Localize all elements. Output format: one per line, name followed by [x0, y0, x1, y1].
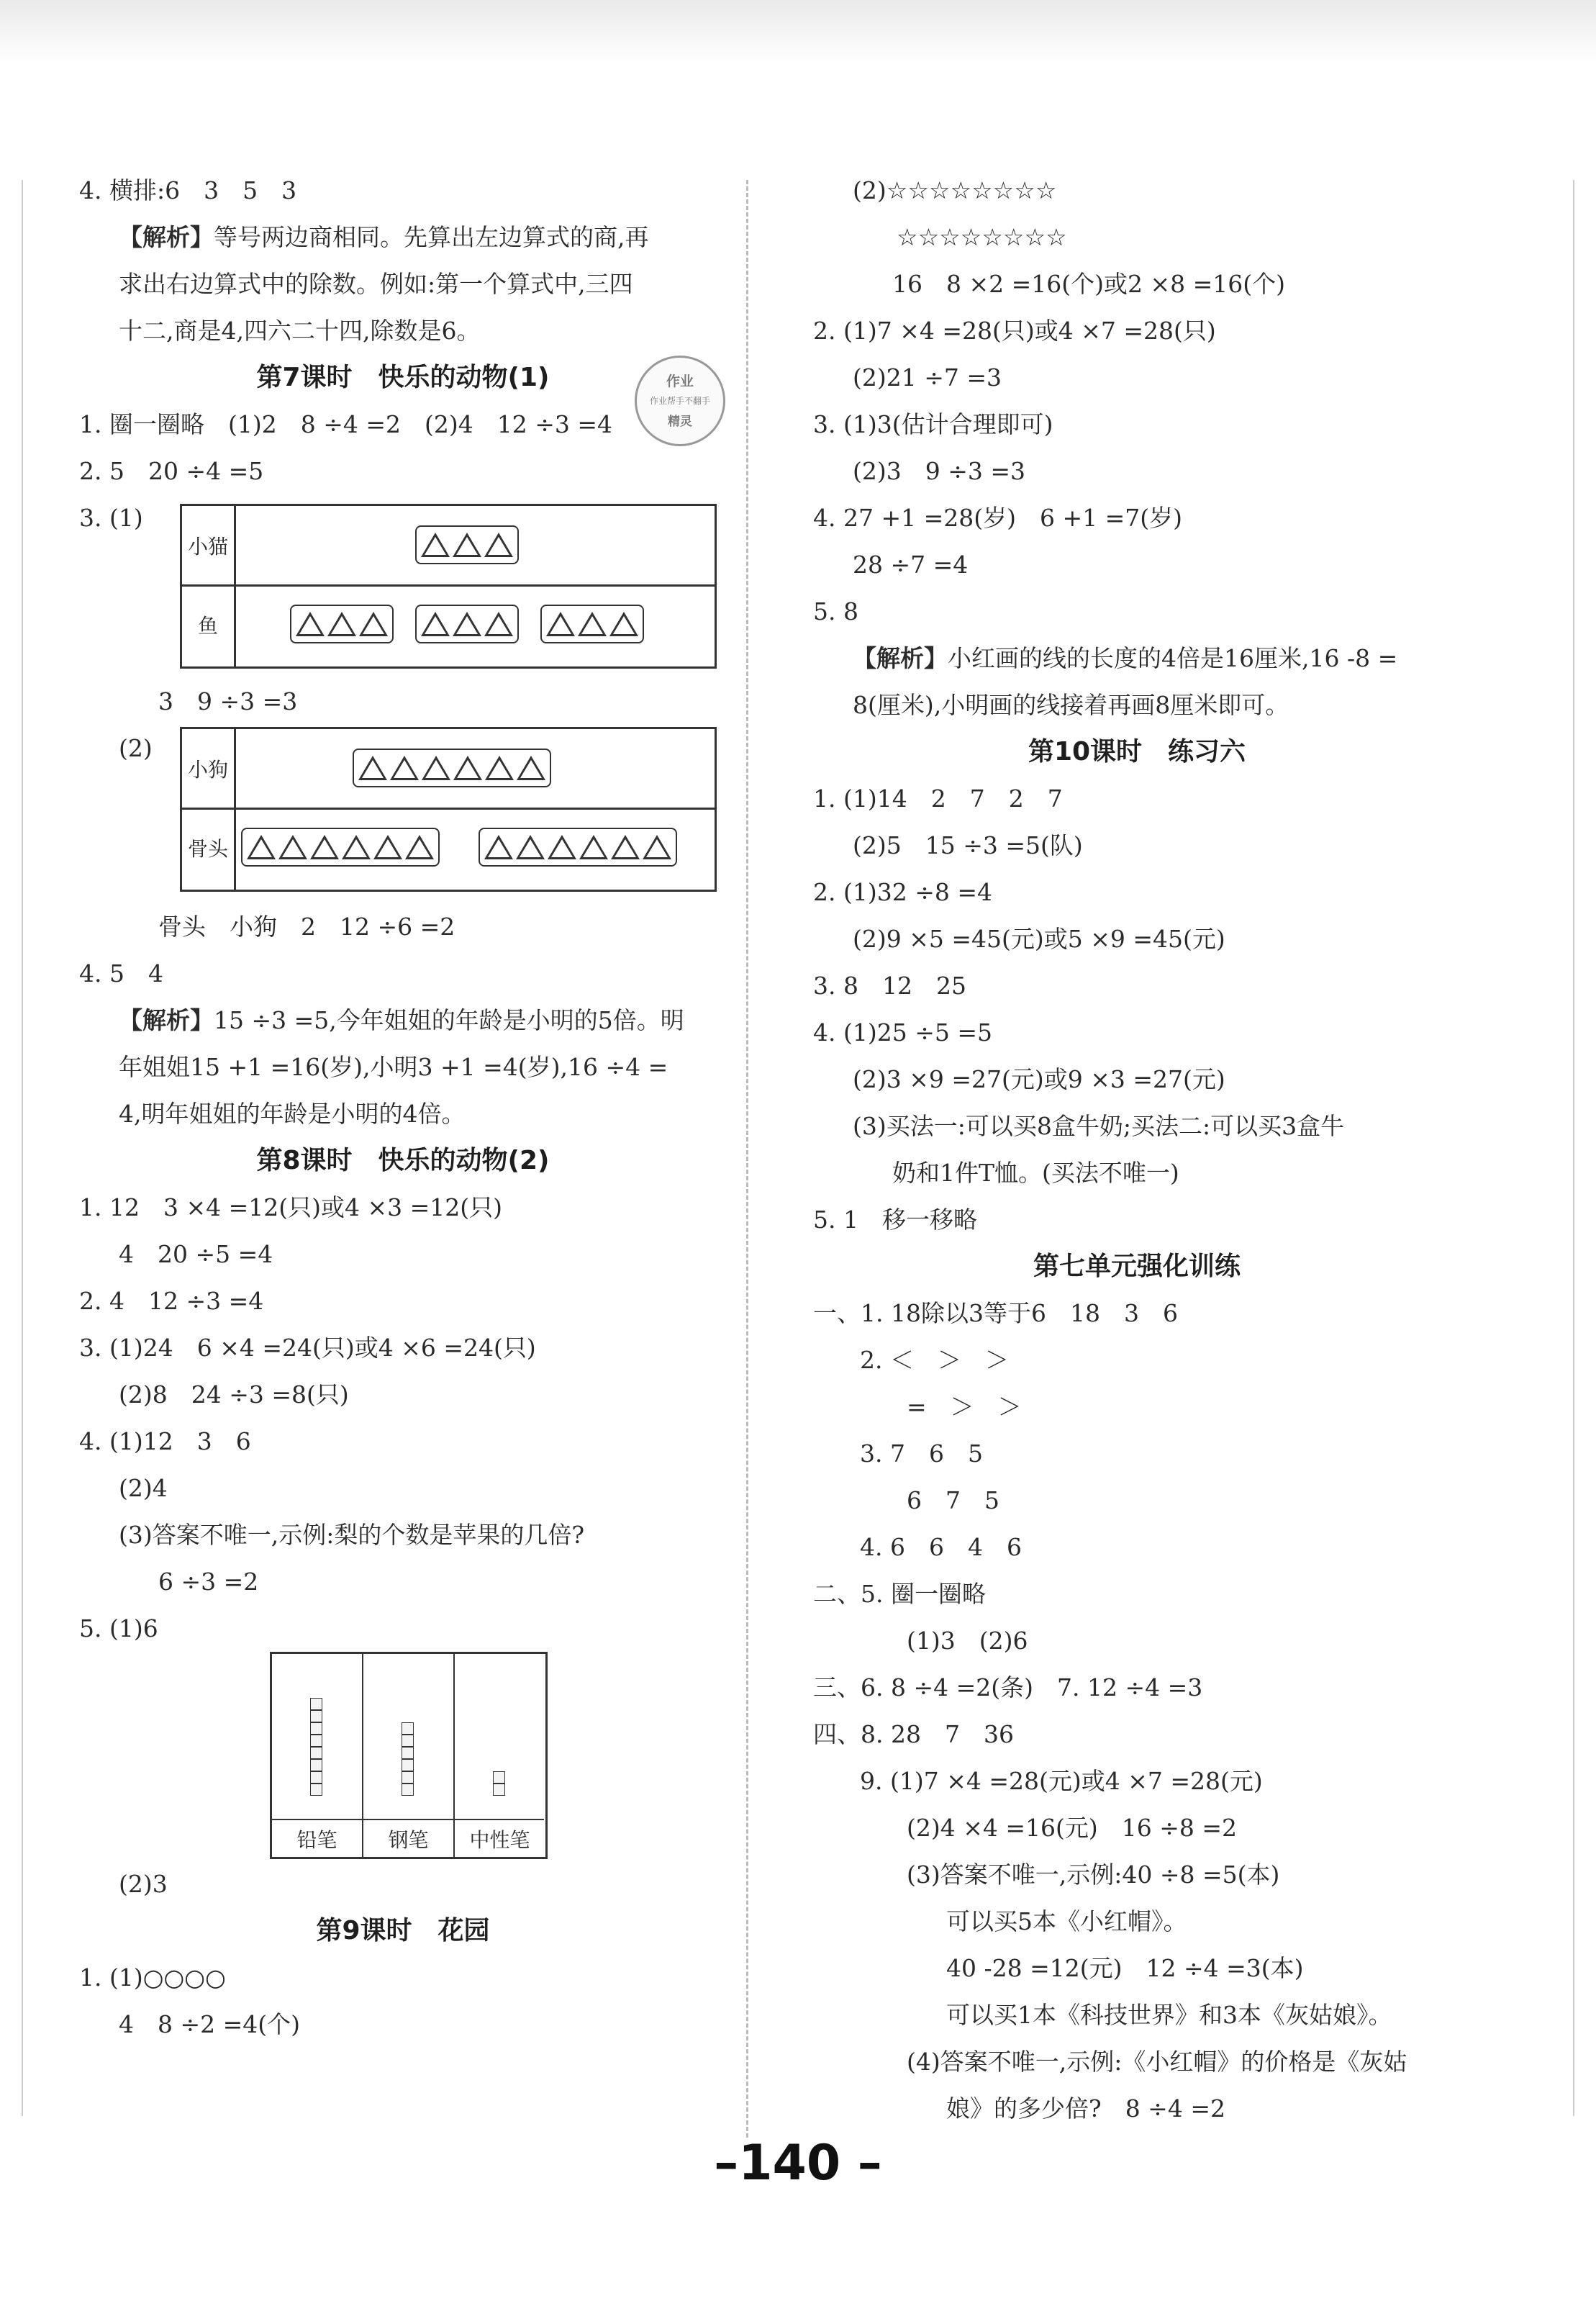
triangle-group [415, 605, 519, 643]
diagram-divider-h [182, 808, 715, 810]
answer-line: 4 20 ÷5 =4 [119, 1240, 273, 1268]
unit-square [402, 1722, 414, 1735]
triangle-icon [484, 533, 513, 557]
answer-line: 一、1. 18除以3等于6 18 3 6 [813, 1299, 1178, 1327]
answer-line: 奶和1件T恤。(买法不唯一) [892, 1159, 1179, 1187]
answer-line: = ＞ ＞ [907, 1393, 1022, 1421]
right-edge-line [1573, 180, 1574, 2116]
answer-line: 1. (1)○○○○ [79, 1963, 226, 1992]
analysis-text: 小红画的线的长度的4倍是16厘米,16 -8 = [948, 644, 1398, 672]
triangle-icon [578, 612, 607, 636]
unit-square [310, 1710, 322, 1722]
answer-line: 2. ＜ ＞ ＞ [860, 1346, 1009, 1374]
lesson-8-heading: 第8课时 快乐的动物(2) [256, 1146, 550, 1175]
unit-square [310, 1722, 322, 1735]
unit-square [310, 1735, 322, 1747]
triangle-icon [611, 835, 640, 859]
answer-line: (2)3 [119, 1870, 168, 1898]
answer-line: (2)5 15 ÷3 =5(队) [853, 831, 1083, 859]
triangle-group [353, 749, 551, 787]
answer-line: (2)9 ×5 =45(元)或5 ×9 =45(元) [853, 925, 1225, 953]
analysis-text: 等号两边商相同。先算出左边算式的商,再 [214, 223, 649, 251]
answer-line: (2)8 24 ÷3 =8(只) [119, 1380, 349, 1409]
column-divider [746, 180, 748, 2138]
answer-line: 40 -28 =12(元) 12 ÷4 =3(本) [946, 1954, 1304, 1982]
triangle-icon [485, 756, 514, 780]
unit-square [402, 1759, 414, 1771]
triangle-group [290, 605, 394, 643]
answer-line: 4. 27 +1 =28(岁) 6 +1 =7(岁) [813, 504, 1182, 532]
triangle-icon [579, 835, 608, 859]
unit-square [310, 1771, 322, 1784]
triangle-icon [484, 835, 513, 859]
analysis-line: 求出右边算式中的除数。例如:第一个算式中,三四 [119, 270, 633, 298]
answer-line: 2. 5 20 ÷4 =5 [79, 457, 264, 485]
answer-line: 4 8 ÷2 =4(个) [119, 2010, 301, 2038]
answer-line: 1. (1)14 2 7 2 7 [813, 785, 1063, 813]
answer-line: (3)答案不唯一,示例:梨的个数是苹果的几倍? [119, 1521, 585, 1549]
answer-line: 16 8 ×2 =16(个)或2 ×8 =16(个) [892, 270, 1286, 298]
unit-square [493, 1771, 505, 1784]
analysis-line: 年姐姐15 +1 =16(岁),小明3 +1 =4(岁),16 ÷4 = [119, 1053, 668, 1081]
analysis-label: 【解析】 [119, 223, 214, 251]
row-label-cat: 小猫 [187, 535, 228, 559]
row-label-fish: 鱼 [197, 614, 218, 638]
answer-line: 3. (1) [79, 504, 143, 532]
unit-square [402, 1771, 414, 1784]
answer-line: (3)答案不唯一,示例:40 ÷8 =5(本) [907, 1861, 1280, 1889]
triangle-icon [643, 835, 671, 859]
answer-line: 6 7 5 [907, 1486, 999, 1514]
triangle-icon [422, 756, 450, 780]
triangle-icon [548, 835, 576, 859]
triangle-group [415, 525, 519, 564]
answer-line: 3. 8 12 25 [813, 972, 966, 1000]
category-label: 钢笔 [388, 1828, 429, 1852]
analysis-label: 【解析】 [853, 644, 948, 672]
analysis-line: 十二,商是4,四六二十四,除数是6。 [119, 317, 481, 345]
lesson-7-heading: 第7课时 快乐的动物(1) [256, 363, 550, 392]
analysis-line [79, 214, 727, 261]
triangle-icon [405, 835, 434, 859]
answer-line: 二、5. 圈一圈略 [813, 1580, 986, 1608]
triangle-icon [421, 533, 450, 557]
answer-line: 3. 7 6 5 [860, 1439, 983, 1468]
diagram-divider-h [182, 584, 715, 587]
answer-line: (2)4 [119, 1474, 168, 1502]
analysis-label: 【解析】 [119, 1006, 214, 1034]
category-label: 中性笔 [469, 1828, 530, 1852]
triangle-group [540, 605, 644, 643]
answer-line: 5. 8 [813, 597, 858, 625]
answer-line: 28 ÷7 =4 [853, 551, 969, 579]
answer-line: 骨头 小狗 2 12 ÷6 =2 [158, 913, 455, 941]
answer-line: 三、6. 8 ÷4 =2(条) 7. 12 ÷4 =3 [813, 1673, 1203, 1701]
answer-line: (3)买法一:可以买8盒牛奶;买法二:可以买3盒牛 [853, 1112, 1345, 1140]
answer-line: 4. (1)25 ÷5 =5 [813, 1018, 992, 1046]
answer-line: 5. (1)6 [79, 1614, 158, 1642]
unit-square [310, 1698, 322, 1710]
triangle-icon [247, 835, 276, 859]
left-edge-line [22, 180, 23, 2116]
unit-7-training-heading: 第七单元强化训练 [1033, 1252, 1241, 1281]
triangle-icon [342, 835, 371, 859]
answer-line: 3. (1)24 6 ×4 =24(只)或4 ×6 =24(只) [79, 1334, 536, 1362]
triangle-icon [310, 835, 339, 859]
triangle-icon [278, 835, 307, 859]
unit-square [402, 1747, 414, 1759]
answer-line: 可以买5本《小红帽》。 [946, 1907, 1187, 1935]
answer-line: 4. 6 6 4 6 [860, 1533, 1022, 1561]
category-label: 铅笔 [296, 1828, 337, 1852]
unit-square [310, 1784, 322, 1796]
answer-line: 娘》的多少倍? 8 ÷4 =2 [946, 2094, 1225, 2123]
unit-square [310, 1747, 322, 1759]
answer-line: (2)21 ÷7 =3 [853, 363, 1002, 392]
page-top-shade [0, 0, 1596, 65]
unit-square [310, 1759, 322, 1771]
answer-line: 6 ÷3 =2 [158, 1568, 259, 1596]
triangle-icon [453, 612, 481, 636]
answer-line: (4)答案不唯一,示例:《小红帽》的价格是《灰姑 [907, 2048, 1407, 2076]
unit-square [402, 1784, 414, 1796]
triangle-icon [453, 756, 482, 780]
answer-line: 4. 5 4 [79, 959, 163, 987]
answer-line: 四、8. 28 7 36 [813, 1720, 1014, 1748]
triangle-group [241, 828, 440, 867]
lesson-10-heading: 第10课时 练习六 [1028, 737, 1246, 767]
stamp-line1: 作业 [666, 374, 694, 389]
triangle-icon [421, 612, 450, 636]
dog-bone-diagram [97, 727, 727, 861]
answer-line: (2)☆☆☆☆☆☆☆☆ [853, 176, 1057, 204]
triangle-icon [358, 756, 387, 780]
stamp-line3: 精灵 [668, 415, 692, 429]
answer-line: 4. (1)12 3 6 [79, 1427, 251, 1455]
triangle-icon [484, 612, 513, 636]
analysis-line: 8(厘米),小明画的线接着再画8厘米即可。 [853, 691, 1289, 719]
answer-line: (2)3 9 ÷3 =3 [853, 457, 1026, 485]
pen-stack [493, 1771, 505, 1796]
answer-line: ☆☆☆☆☆☆☆☆ [897, 223, 1067, 251]
answer-line: 5. 1 移一移略 [813, 1206, 977, 1234]
triangle-icon [373, 835, 402, 859]
answer-line: 1. 圈一圈略 (1)2 8 ÷4 =2 (2)4 12 ÷3 =4 [79, 410, 612, 438]
cat-fish-diagram [97, 504, 727, 638]
answer-line: (2)4 ×4 =16(元) 16 ÷8 =2 [907, 1814, 1238, 1842]
answer-line: (2)3 ×9 =27(元)或9 ×3 =27(元) [853, 1065, 1225, 1093]
triangle-icon [327, 612, 356, 636]
page-number: –140 – [714, 2135, 882, 2192]
unit-square [493, 1784, 505, 1796]
answer-line: 2. (1)7 ×4 =28(只)或4 ×7 =28(只) [813, 317, 1216, 345]
left-column [79, 167, 727, 2048]
right-column [813, 167, 1461, 2132]
answer-line: 2. 4 12 ÷3 =4 [79, 1287, 264, 1315]
stamp-line2: 作业帮手不翻手 [649, 396, 710, 406]
triangle-icon [453, 533, 481, 557]
answer-line: 可以买1本《科技世界》和3本《灰姑娘》。 [946, 2001, 1392, 2029]
triangle-icon [390, 756, 419, 780]
answer-line: 9. (1)7 ×4 =28(元)或4 ×7 =28(元) [860, 1767, 1263, 1795]
triangle-icon [609, 612, 638, 636]
answer-line: 3. (1)3(估计合理即可) [813, 410, 1053, 438]
analysis-line [813, 635, 1461, 682]
answer-line: 3 9 ÷3 =3 [158, 687, 298, 715]
triangle-icon [517, 756, 545, 780]
analysis-text: 15 ÷3 =5,今年姐姐的年龄是小明的5倍。明 [214, 1006, 684, 1034]
pen-stack [402, 1722, 414, 1796]
unit-square [402, 1735, 414, 1747]
triangle-group [479, 828, 677, 867]
analysis-line: 4,明年姐姐的年龄是小明的4倍。 [119, 1100, 466, 1128]
answer-line: (2) [119, 734, 153, 762]
row-label-dog: 小狗 [187, 758, 228, 782]
triangle-icon [296, 612, 325, 636]
pen-stack [310, 1698, 322, 1796]
answer-line: 1. 12 3 ×4 =12(只)或4 ×3 =12(只) [79, 1193, 502, 1221]
answer-line: (1)3 (2)6 [907, 1627, 1028, 1655]
pen-count-chart [79, 1652, 727, 1861]
answer-line: 4. 横排:6 3 5 3 [79, 176, 297, 204]
analysis-line [79, 997, 727, 1044]
triangle-icon [546, 612, 575, 636]
triangle-icon [359, 612, 388, 636]
triangle-icon [516, 835, 545, 859]
chart-baseline [272, 1819, 544, 1820]
lesson-9-heading: 第9课时 花园 [316, 1916, 490, 1945]
answer-line: 2. (1)32 ÷8 =4 [813, 878, 992, 906]
row-label-bone: 骨头 [187, 837, 228, 861]
